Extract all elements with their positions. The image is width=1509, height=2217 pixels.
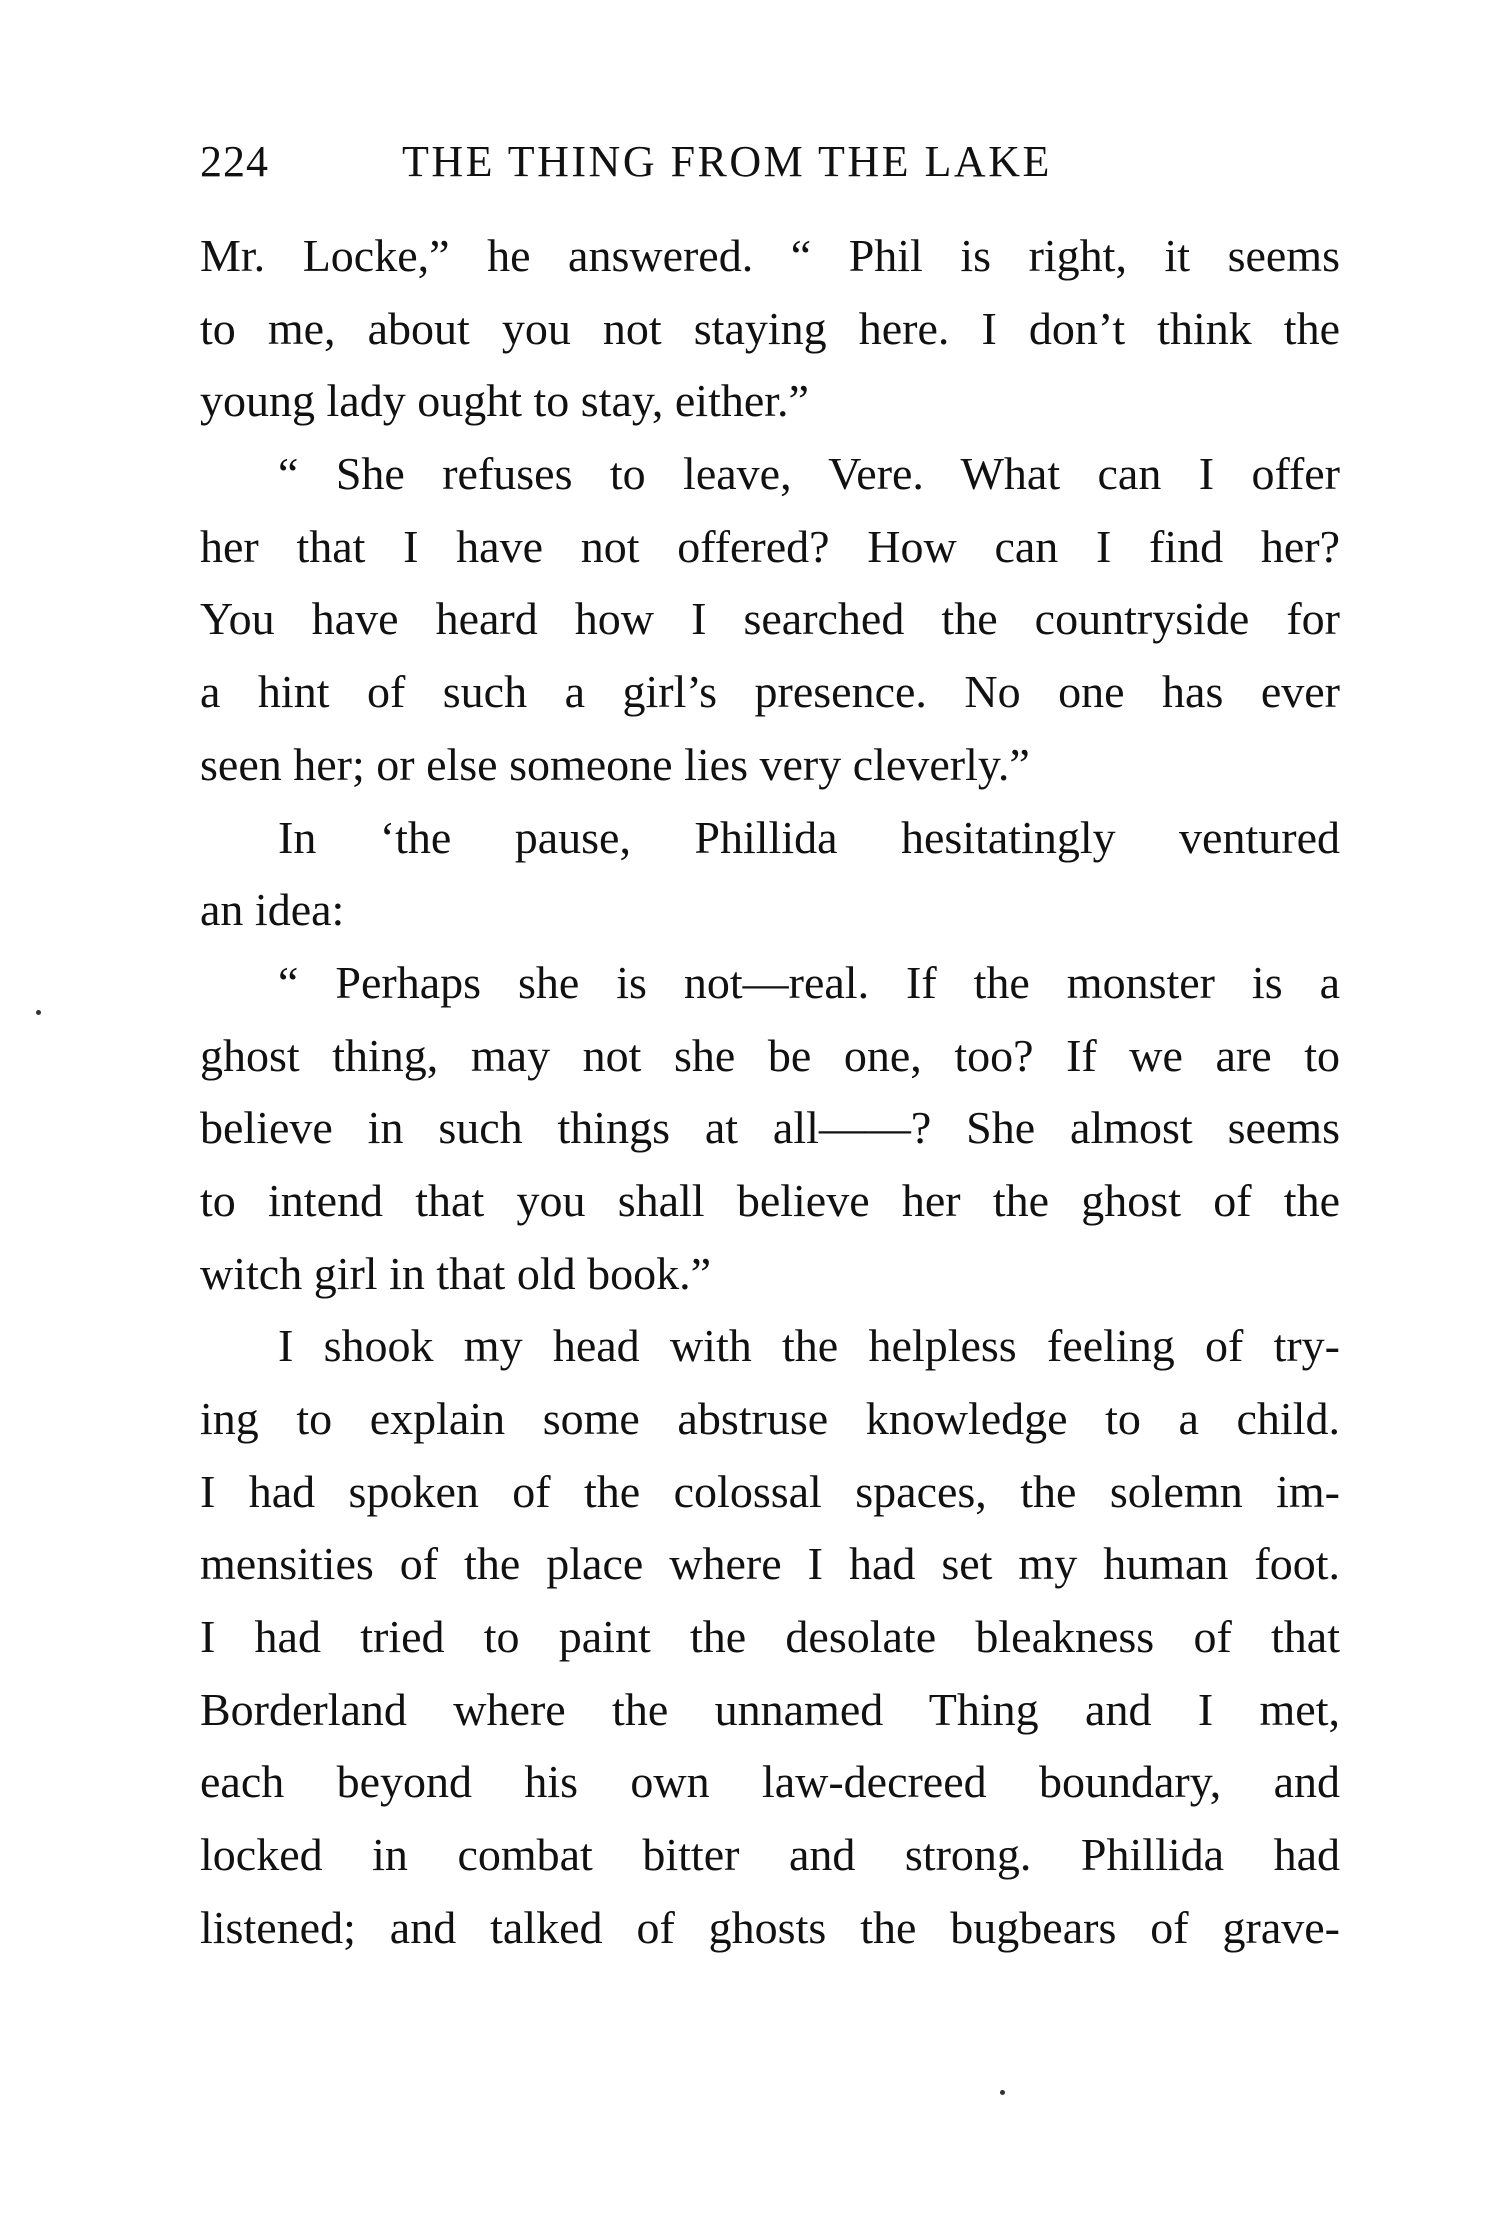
text-line: “ She refuses to leave, Vere. What can I offer xyxy=(278,448,1340,500)
text-line: Mr. Locke,” he answered. “ Phil is right, it seems xyxy=(200,230,1340,281)
text-line: I shook my head with the helpless feeling of try- xyxy=(278,1320,1340,1372)
body-text xyxy=(200,220,1340,1965)
text-line: I had spoken of the colossal spaces, the solemn im- xyxy=(200,1465,1340,1517)
text-line: You have heard how I searched the countryside for xyxy=(200,593,1340,645)
paper-speck xyxy=(1000,2090,1005,2095)
text-line: seen her; or else someone lies very cleverly.” xyxy=(200,738,1030,790)
text-line: each beyond his own law-decreed boundary, and xyxy=(200,1756,1340,1808)
text-line: listened; and talked of ghosts the bugbears of grave- xyxy=(200,1901,1340,1953)
paper-speck xyxy=(36,1010,41,1015)
text-line: to me, about you not staying here. I don’t think the xyxy=(200,302,1340,354)
text-line: Borderland where the unnamed Thing and I met, xyxy=(200,1683,1340,1735)
text-line: a hint of such a girl’s presence. No one has ever xyxy=(200,666,1340,718)
page-number: 224 xyxy=(200,137,269,186)
running-title: THE THING FROM THE LAKE xyxy=(402,137,1052,186)
text-line: mensities of the place where I had set my human foot. xyxy=(200,1538,1340,1590)
text-line: In ‘the pause, Phillida hesitatingly ventured xyxy=(278,811,1340,863)
page-header xyxy=(200,132,1340,192)
text-line: ing to explain some abstruse knowledge to a child. xyxy=(200,1393,1340,1444)
text-line: an idea: xyxy=(200,884,345,936)
text-line: to intend that you shall believe her the ghost of the xyxy=(200,1174,1340,1226)
text-line: ghost thing, may not she be one, too? If we are to xyxy=(200,1029,1340,1081)
text-line: young lady ought to stay, either.” xyxy=(200,375,809,427)
text-line: believe in such things at all——? She almost seems xyxy=(200,1102,1340,1154)
text-line: witch girl in that old book.” xyxy=(200,1247,712,1299)
text-line: her that I have not offered? How can I find her? xyxy=(200,520,1340,572)
text-line: “ Perhaps she is not—real. If the monster is a xyxy=(278,956,1340,1008)
text-line: I had tried to paint the desolate bleakness of that xyxy=(200,1611,1340,1663)
text-line: locked in combat bitter and strong. Phillida had xyxy=(200,1829,1340,1881)
